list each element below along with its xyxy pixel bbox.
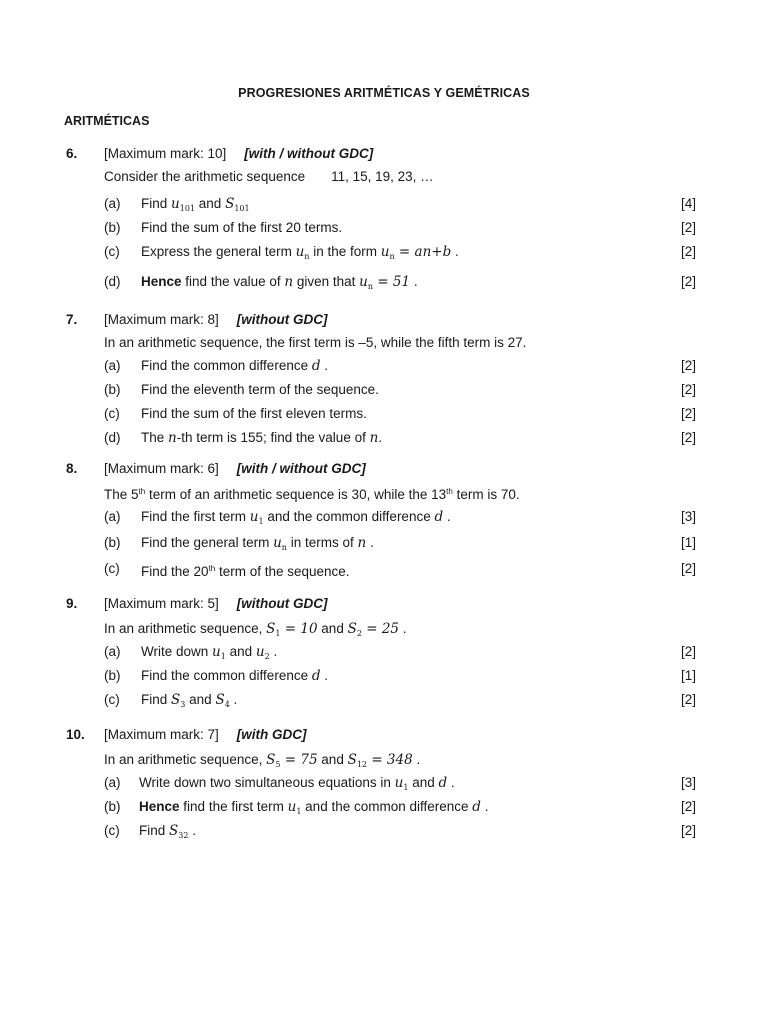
question-number: 8. <box>66 461 78 476</box>
part-b: (b) Find the general term $u_n$ in terms of n . [1] <box>66 531 696 555</box>
question-header-text <box>104 146 373 161</box>
calculator-mode: [without GDC] <box>236 312 328 327</box>
part-d: (d) The n-th term is 155; find the value of n. [2] <box>66 426 696 450</box>
part-d: (d) Hence find the value of n given that $u_n = 51$ . [2] <box>66 270 696 294</box>
max-mark: [Maximum mark: 7] <box>104 727 219 742</box>
question-number: 7. <box>66 312 78 327</box>
calculator-mode: [with / without GDC] <box>244 146 374 161</box>
part-text: Write down $u_1$ and $u_2$ . <box>141 644 278 661</box>
question-stem: Consider the arithmetic sequence 11, 15, 19, 23, … <box>104 169 434 184</box>
question-stem: In an arithmetic sequence, $S_1 = 10$ and $S_2 = 25$ . <box>104 621 407 638</box>
part-text: Find $S_{32}$ . <box>139 823 196 840</box>
part-text: Write down two simultaneous equations in $u_1$ and d . <box>139 775 455 792</box>
max-mark: [Maximum mark: 5] <box>104 596 219 611</box>
part-text: Hence find the first term $u_1$ and the common difference d . <box>139 799 489 816</box>
part-marks: [1] <box>680 668 696 683</box>
part-marks: [2] <box>680 274 696 289</box>
part-text: Find $u_{101}$ and $S_{101}$ <box>141 196 250 213</box>
part-a: (a) Find $u_{101}$ and $S_{101}$ [4] <box>66 192 696 216</box>
part-b: (b) Find the eleventh term of the sequence. [2] <box>66 378 696 402</box>
part-marks: [2] <box>680 644 696 659</box>
part-marks: [2] <box>680 799 696 814</box>
part-marks: [2] <box>680 430 696 445</box>
math-expression: $S_1 = 10$ <box>266 621 318 638</box>
part-text: Hence find the value of n given that $u_n = 51$ . <box>141 274 418 291</box>
question-header <box>66 312 696 332</box>
part-marks: [3] <box>680 509 696 524</box>
part-marks: [2] <box>680 358 696 373</box>
question-number: 9. <box>66 596 78 611</box>
math-expression: $S_{12} = 348$ <box>347 752 413 769</box>
part-text: Find $S_3$ and $S_4$ . <box>141 692 238 709</box>
math-expression: $S_2 = 25$ <box>347 621 400 638</box>
part-text: Find the 20th term of the sequence. <box>141 564 350 579</box>
calculator-mode: [without GDC] <box>236 596 328 611</box>
question-header <box>66 727 696 747</box>
question-9 <box>66 596 696 712</box>
max-mark: [Maximum mark: 6] <box>104 461 219 476</box>
max-mark: [Maximum mark: 8] <box>104 312 219 327</box>
part-c: (c) Find the sum of the first eleven terms. [2] <box>66 402 696 426</box>
question-number: 6. <box>66 146 78 161</box>
math-expression: $u_1$ <box>287 799 302 816</box>
part-b: (b) Hence find the first term $u_1$ and the common difference d . [2] <box>66 795 696 819</box>
math-expression: $u_1$ <box>394 775 409 792</box>
math-expression: $u_n$ <box>295 244 310 261</box>
math-expression: $u_n = an+b$ <box>380 244 452 261</box>
math-expression: $u_n = 51$ <box>359 274 411 291</box>
part-text: Find the first term $u_1$ and the common difference d . <box>141 509 451 526</box>
math-expression: $S_3$ <box>171 692 186 709</box>
part-a: (a) Find the first term $u_1$ and the common difference d . [3] <box>66 505 696 529</box>
part-text: Find the common difference d . <box>141 668 329 684</box>
part-text: The n-th term is 155; find the value of n. <box>141 430 383 446</box>
question-header <box>66 461 696 481</box>
math-expression: $u_2$ <box>255 644 270 661</box>
question-header-text <box>104 596 328 611</box>
part-marks: [3] <box>680 775 696 790</box>
question-stem: The 5th term of an arithmetic sequence is 30, while the 13th term is 70. <box>104 487 520 502</box>
math-expression: $S_4$ <box>215 692 230 709</box>
part-marks: [2] <box>680 220 696 235</box>
sequence: 11, 15, 19, 23, … <box>331 169 434 184</box>
part-text: Find the common difference d . <box>141 358 329 374</box>
part-c: (c) Find the 20th term of the sequence. [2] <box>66 557 696 581</box>
question-number: 10. <box>66 727 85 742</box>
math-expression: $S_{32}$ <box>169 823 189 840</box>
question-header-text <box>104 312 328 327</box>
max-mark: [Maximum mark: 10] <box>104 146 227 161</box>
document-title: PROGRESIONES ARITMÉTICAS Y GEMÉTRICAS <box>238 86 530 100</box>
math-expression: $S_{101}$ <box>225 196 250 213</box>
calculator-mode: [with GDC] <box>236 727 307 742</box>
part-a: (a) Write down two simultaneous equations in $u_1$ and d . [3] <box>66 771 696 795</box>
part-a: (a) Find the common difference d . [2] <box>66 354 696 378</box>
question-stem: In an arithmetic sequence, the first term is –5, while the fifth term is 27. <box>104 335 527 350</box>
part-text: Express the general term $u_n$ in the form $u_n = an+b$ . <box>141 244 459 261</box>
question-header <box>66 596 696 616</box>
math-expression: $S_5 = 75$ <box>266 752 318 769</box>
part-marks: [1] <box>680 535 696 550</box>
part-c: (c) Find $S_{32}$ . [2] <box>66 819 696 843</box>
part-b: (b) Find the common difference d . [1] <box>66 664 696 688</box>
part-marks: [2] <box>680 244 696 259</box>
part-c: (c) Find $S_3$ and $S_4$ . [2] <box>66 688 696 712</box>
section-heading: ARITMÉTICAS <box>64 114 150 128</box>
math-expression: $u_n$ <box>273 535 287 552</box>
question-stem: In an arithmetic sequence, $S_5 = 75$ and $S_{12} = 348$ . <box>104 752 421 769</box>
question-header-text <box>104 727 307 742</box>
part-marks: [4] <box>680 196 696 211</box>
question-10 <box>66 727 696 843</box>
math-expression: $u_{101}$ <box>171 196 196 213</box>
question-7 <box>66 312 696 450</box>
math-expression: $u_1$ <box>249 509 264 526</box>
part-marks: [2] <box>680 382 696 397</box>
question-header <box>66 146 696 166</box>
part-text: Find the general term $u_n$ in terms of n . <box>141 535 374 552</box>
question-6 <box>66 146 696 294</box>
part-a: (a) Write down $u_1$ and $u_2$ . [2] <box>66 640 696 664</box>
part-marks: [2] <box>680 406 696 421</box>
part-marks: [2] <box>680 823 696 838</box>
part-marks: [2] <box>680 561 696 576</box>
part-c: (c) Express the general term $u_n$ in the form $u_n = an+b$ . [2] <box>66 240 696 264</box>
question-8 <box>66 461 696 581</box>
part-b: (b) Find the sum of the first 20 terms. [2] <box>66 216 696 240</box>
question-header-text <box>104 461 366 476</box>
part-marks: [2] <box>680 692 696 707</box>
math-expression: $u_1$ <box>212 644 226 661</box>
calculator-mode: [with / without GDC] <box>236 461 366 476</box>
